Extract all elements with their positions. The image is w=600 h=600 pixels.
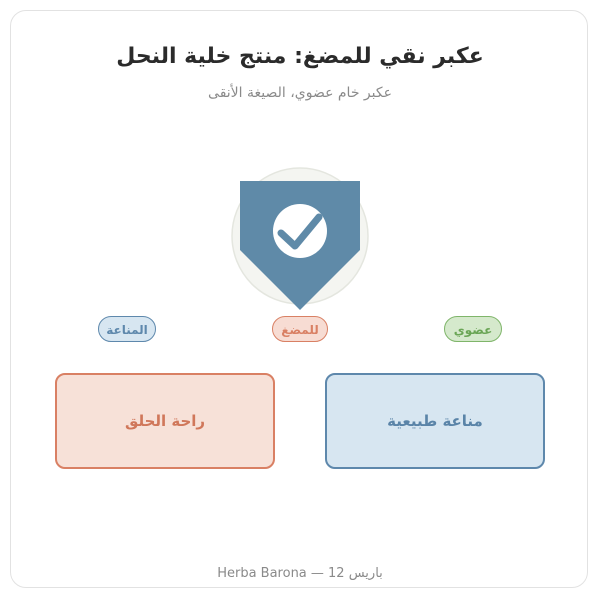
benefit-label-natural-immunity: مناعة طبيعية xyxy=(387,412,483,430)
check-shield-icon xyxy=(273,204,327,258)
tag-immunity: المناعة xyxy=(98,316,156,342)
benefit-box-throat-relief xyxy=(55,373,275,469)
tag-organic: عضوي xyxy=(444,316,502,342)
benefit-box-natural-immunity xyxy=(325,373,545,469)
benefit-label-throat-relief: راحة الحلق xyxy=(124,412,206,430)
footer-text: Herba Barona — 12 باريس xyxy=(217,566,383,581)
tag-for-chewing: للمضغ xyxy=(272,316,328,342)
page-title: عكبر نقي للمضغ: منتج خلية النحل xyxy=(116,44,484,69)
page-subtitle: عكبر خام عضوي، الصيغة الأنقى xyxy=(208,85,392,101)
